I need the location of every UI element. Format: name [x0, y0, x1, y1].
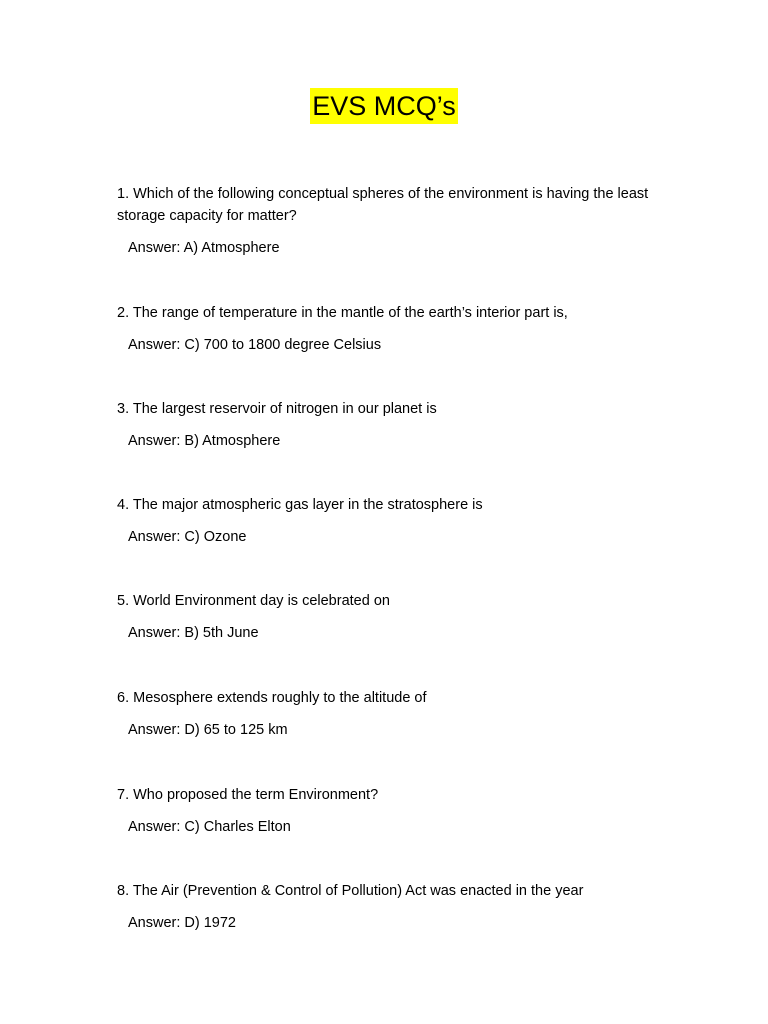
- answer-8: Answer: D) 1972: [128, 915, 236, 931]
- question-8: 8. The Air (Prevention & Control of Pollution) Act was enacted in the year: [117, 883, 584, 899]
- answer-5: Answer: B) 5th June: [128, 625, 259, 641]
- answer-2: Answer: C) 700 to 1800 degree Celsius: [128, 337, 382, 353]
- title-container: [0, 88, 768, 124]
- page-title: EVS MCQ’s: [310, 88, 458, 124]
- question-2: 2. The range of temperature in the mantle of the earth’s interior part is,: [117, 305, 568, 321]
- answer-3: Answer: B) Atmosphere: [128, 433, 281, 449]
- answer-6: Answer: D) 65 to 125 km: [128, 722, 288, 738]
- question-1: 1. Which of the following conceptual spheres of the environment is having the least storage capacity for matter?: [117, 186, 649, 224]
- question-6: 6. Mesosphere extends roughly to the altitude of: [117, 690, 427, 706]
- question-7: 7. Who proposed the term Environment?: [117, 787, 379, 803]
- question-4: 4. The major atmospheric gas layer in the stratosphere is: [117, 497, 483, 513]
- answer-4: Answer: C) Ozone: [128, 529, 247, 545]
- question-3: 3. The largest reservoir of nitrogen in our planet is: [117, 401, 437, 417]
- question-5: 5. World Environment day is celebrated on: [117, 593, 390, 609]
- answer-7: Answer: C) Charles Elton: [128, 819, 291, 835]
- answer-1: Answer: A) Atmosphere: [128, 240, 280, 256]
